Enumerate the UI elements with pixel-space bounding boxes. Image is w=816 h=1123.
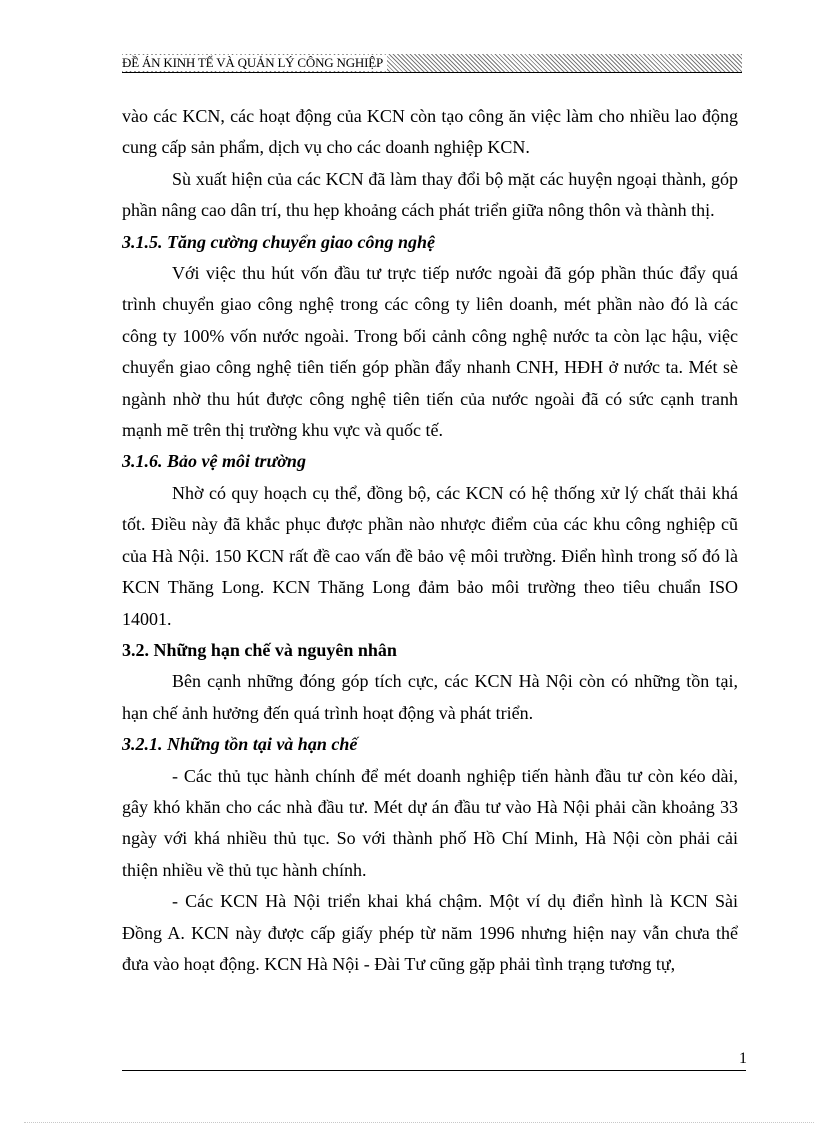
document-body xyxy=(122,101,738,980)
heading-technology-transfer: 3.1.5. Tăng cường chuyển giao công nghệ xyxy=(122,231,435,252)
header-title: ĐỀ ÁN KINH TẾ VÀ QUẢN LÝ CÔNG NGHIỆP xyxy=(122,55,387,71)
paragraph-suburban-change: Sù xuất hiện của các KCN đã làm thay đổi bộ mặt các huyện ngoại thành, góp phần nâng cao dân trí, thu hẹp khoảng cách phát triển giữa nông thôn và thành thị. xyxy=(122,168,738,221)
paragraph-limitations-intro: Bên cạnh những đóng góp tích cực, các KCN Hà Nội còn có những tồn tại, hạn chế ảnh hưởng đến quá trình hoạt động và phát triển. xyxy=(122,671,738,723)
heading-limitations: 3.2. Những hạn chế và nguyên nhân xyxy=(122,639,397,660)
paragraph-employment: vào các KCN, các hoạt động của KCN còn tạo công ăn việc làm cho nhiều lao động cung cấp sản phẩm, dịch vụ cho các doanh nghiệp KCN. xyxy=(122,106,738,158)
paragraph-slow-deployment: - Các KCN Hà Nội triển khai khá chậm. Một ví dụ điển hình là KCN Sài Đồng A. KCN này được cấp giấy phép từ năm 1996 nhưng hiện nay vẫn chưa thể đưa vào hoạt động. KCN Hà Nội - Đài Tư cũng gặp phải tình trạng tương tự, xyxy=(122,891,738,974)
heading-environment: 3.1.6. Bảo vệ môi trường xyxy=(122,451,306,472)
heading-shortcomings: 3.2.1. Những tồn tại và hạn chế xyxy=(122,734,358,755)
paragraph-environment: Nhờ có quy hoạch cụ thể, đồng bộ, các KCN có hệ thống xử lý chất thải khá tốt. Điều này đã khắc phục được phần nào nhược điểm của các khu công nghiệp cũ của Hà Nội. 150 KCN rất đề cao vấn đề bảo vệ môi trường. Điển hình trong số đó là KCN Thăng Long. KCN Thăng Long đảm bảo môi trường theo tiêu chuẩn ISO 14001. xyxy=(122,482,738,629)
paragraph-technology-transfer: Với việc thu hút vốn đầu tư trực tiếp nước ngoài đã góp phần thúc đẩy quá trình chuyển giao công nghệ trong các công ty liên doanh, mét phần nào đó là các công ty 100% vốn nước ngoài. Trong bối cảnh công nghệ nước ta còn lạc hậu, việc chuyển giao công nghệ tiên tiến góp phần đẩy nhanh CNH, HĐH ở nước ta. Mét sè ngành nhờ thu hút được công nghệ tiên tiến của nước ngoài đã có sức cạnh tranh mạnh mẽ trên thị trường khu vực và quốc tế. xyxy=(122,263,738,441)
header-bar xyxy=(122,54,742,73)
paragraph-admin-procedures: - Các thủ tục hành chính để mét doanh nghiệp tiến hành đầu tư còn kéo dài, gây khó khăn cho các nhà đầu tư. Mét dự án đầu tư vào Hà Nội phải cần khoảng 33 ngày với khá nhiều thủ tục. So với thành phố Hồ Chí Minh, Hà Nội còn phải cải thiện nhiều về thủ tục hành chính. xyxy=(122,765,738,880)
page-number: 1 xyxy=(739,1050,747,1067)
footer-rule xyxy=(122,1070,746,1071)
